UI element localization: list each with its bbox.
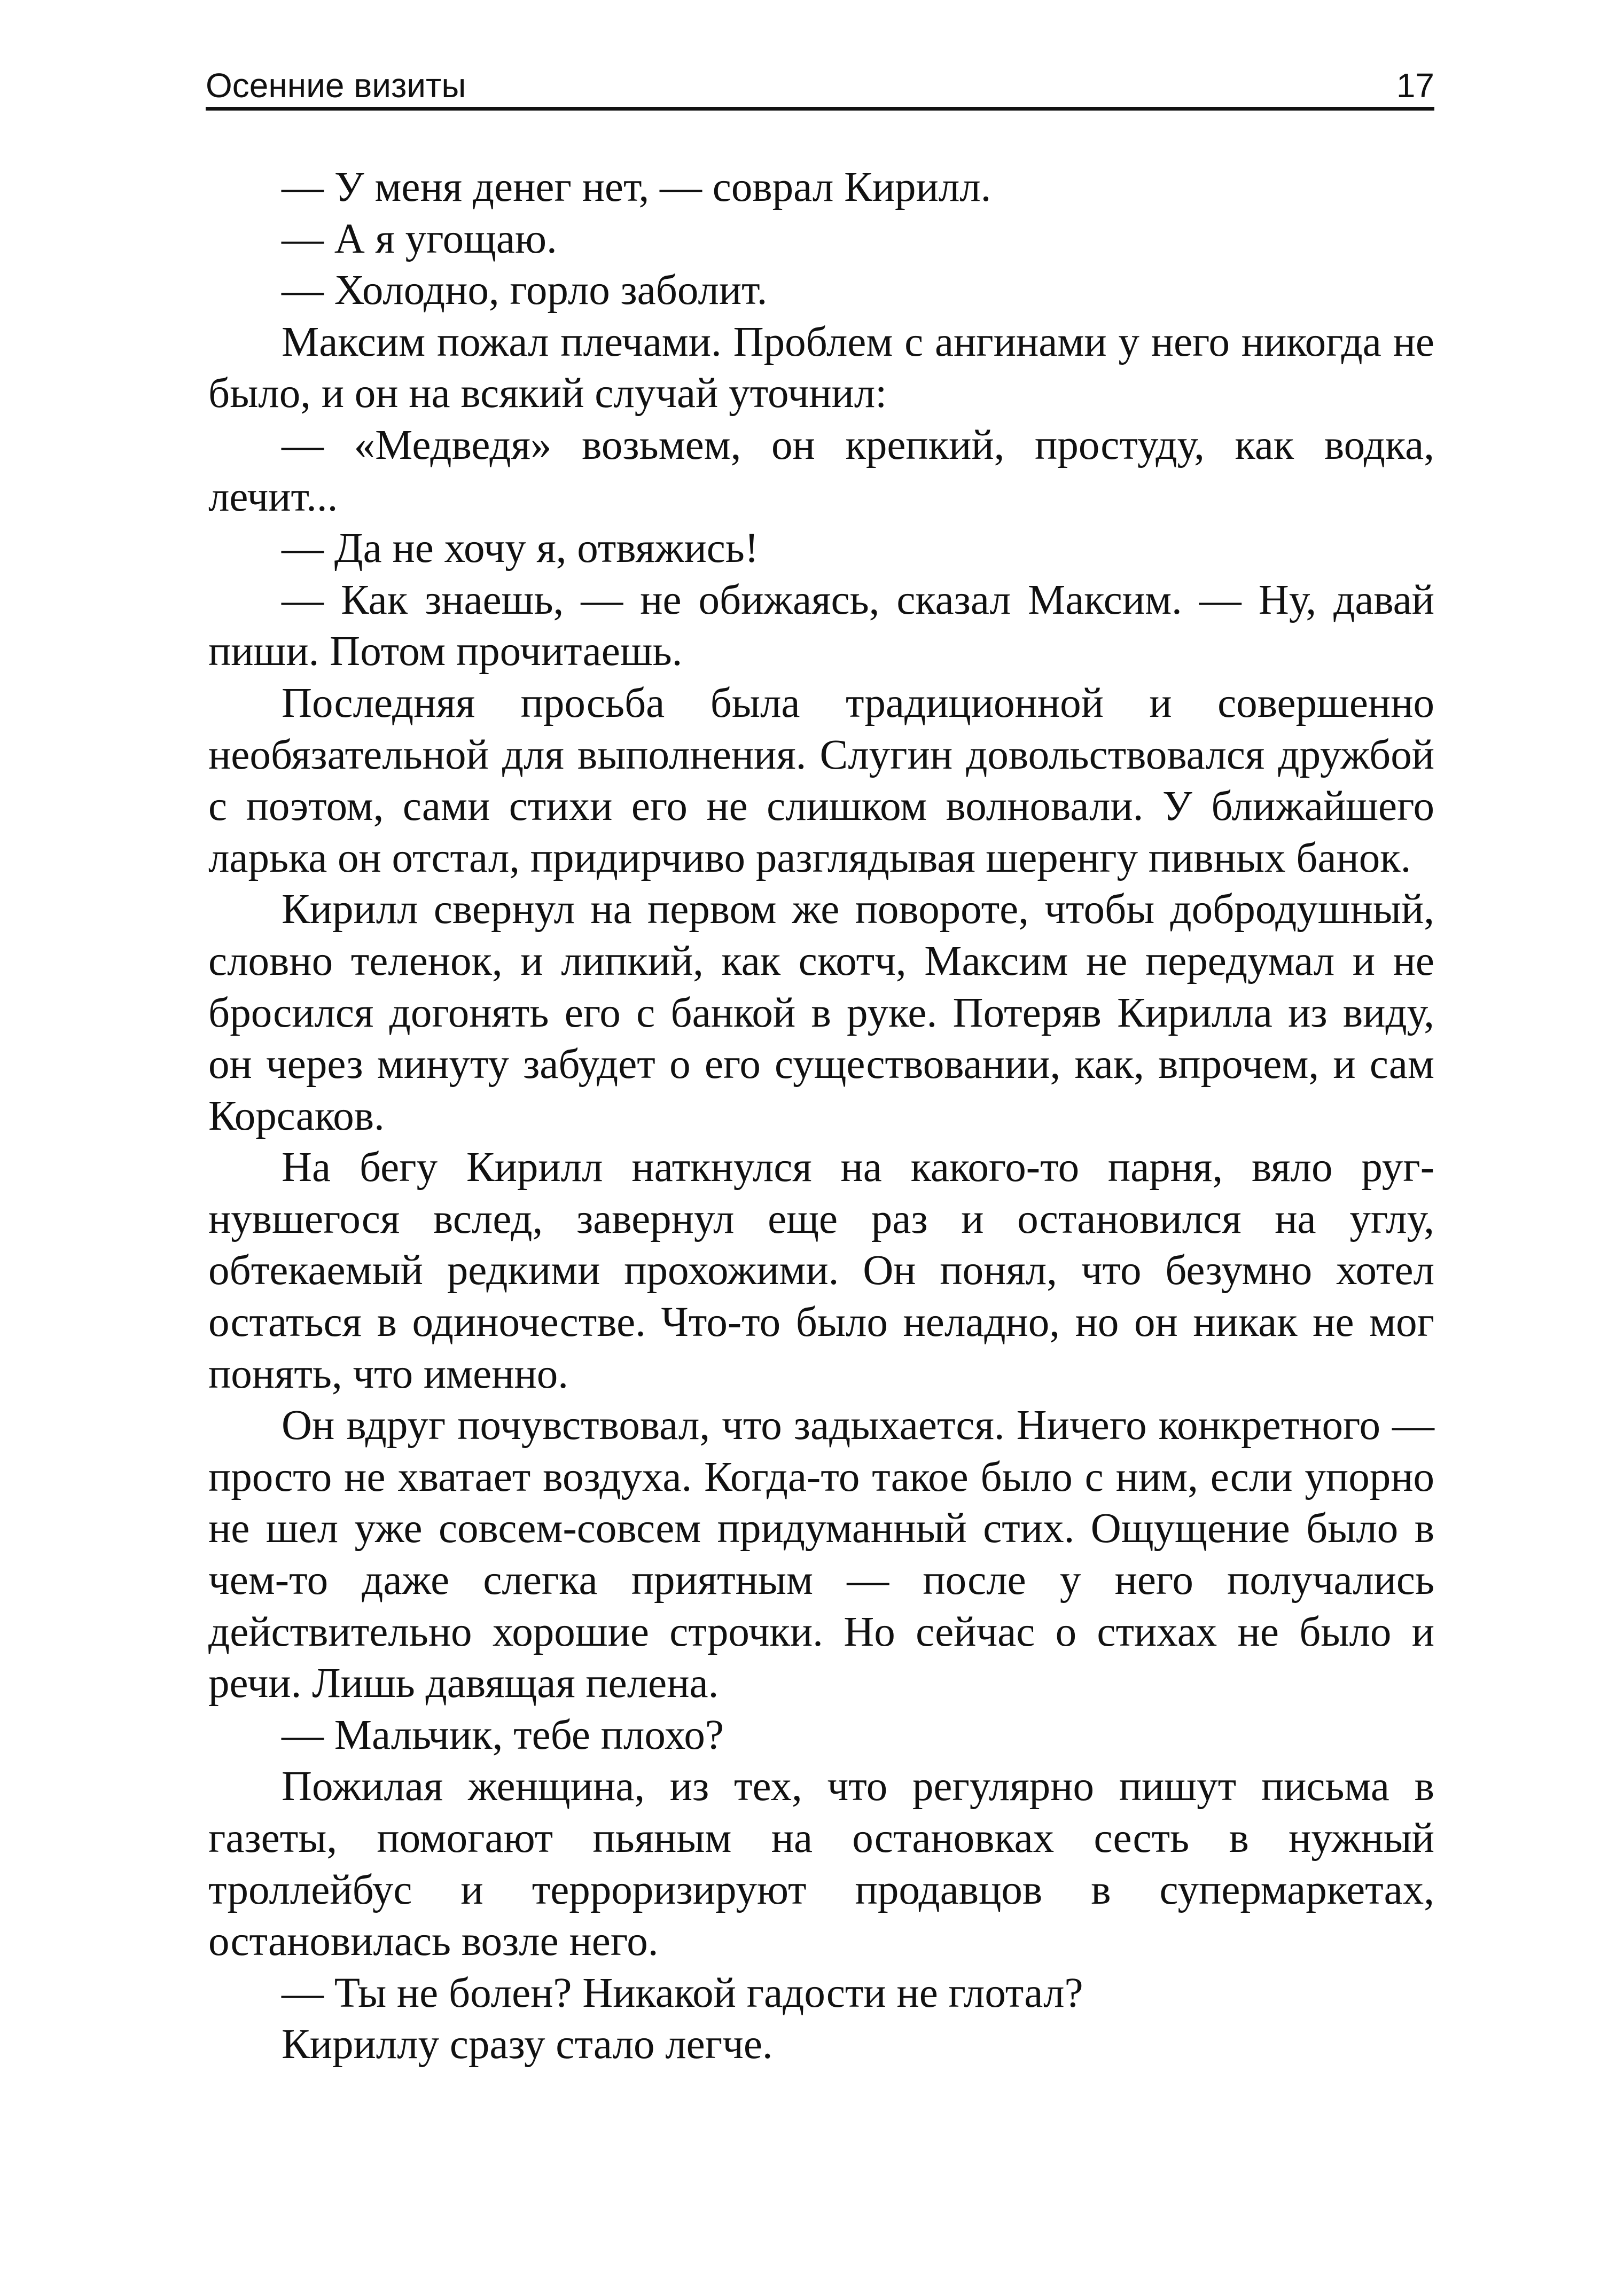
- dialogue-line: — «Медведя» возьмем, он крепкий, простуду, как водка, лечит...: [208, 421, 1434, 520]
- paragraph: Пожилая женщина, из тех, что регулярно пишут письма в газеты, помогают пьяным на остановках сесть в нужный троллейбус и терроризируют продавцов в супермаркетах, остановилась возле него.: [208, 1763, 1434, 1965]
- dialogue-line: — Мальчик, тебе плохо?: [282, 1711, 724, 1758]
- running-title: Осенние визиты: [206, 66, 466, 105]
- dialogue-line: — У меня денег нет, — соврал Кирилл.: [282, 164, 991, 210]
- dialogue-line: — Ты не болен? Никакой гадости не глотал?: [282, 1969, 1083, 2016]
- body-text: [208, 162, 1434, 2071]
- header-rule: [206, 107, 1434, 111]
- paragraph: Кириллу сразу стало легче.: [282, 2021, 773, 2068]
- dialogue-line: — Холодно, горло заболит.: [282, 267, 768, 314]
- paragraph: Максим пожал плечами. Проблем с ангинами у него никогда не было, и он на всякий случай уточнил:: [208, 318, 1434, 417]
- dialogue-line: — Да не хочу я, отвяжись!: [282, 525, 759, 572]
- paragraph: Кирилл свернул на первом же повороте, чтобы добродушный, словно теленок, и липкий, как скотч, Максим не передумал и не бросился догонять его с банкой в руке. Потеряв Кирилла из виду, он через минуту забудет о его существовании, как, впрочем, и сам Корсаков.: [208, 886, 1434, 1139]
- dialogue-line: — А я угощаю.: [282, 215, 557, 262]
- running-head: [206, 56, 1434, 115]
- dialogue-line: — Как знаешь, — не обижаясь, сказал Максим. — Ну, давай пиши. Потом прочитаешь.: [208, 576, 1434, 675]
- paragraph: Последняя просьба была традиционной и совершенно необязательной для выполнения. Слугин довольствовался дружбой с поэтом, сами стихи его не слишком волновали. У ближайшего ларька он отстал, придирчиво разглядывая шеренгу пивных банок.: [208, 679, 1434, 881]
- paragraph: Он вдруг почувствовал, что задыхается. Ничего конкретного — просто не хватает воздуха. Когда-то такое было с ним, если упорно не шел уже совсем-совсем придуманный стих. Ощущение было в чем-то даже слегка приятным — после у него получались действительно хорошие строчки. Но сейчас о стихах не было и речи. Лишь давящая пелена.: [208, 1402, 1434, 1707]
- paragraph: На бегу Кирилл наткнулся на какого-то парня, вяло ругнувшегося вслед, завернул еще раз и остановился на углу, обтекаемый редкими прохожими. Он понял, что безумно хотел остаться в одиночестве. Что-то было неладно, но он никак не мог понять, что именно.: [208, 1144, 1434, 1397]
- page-number: 17: [1396, 66, 1434, 105]
